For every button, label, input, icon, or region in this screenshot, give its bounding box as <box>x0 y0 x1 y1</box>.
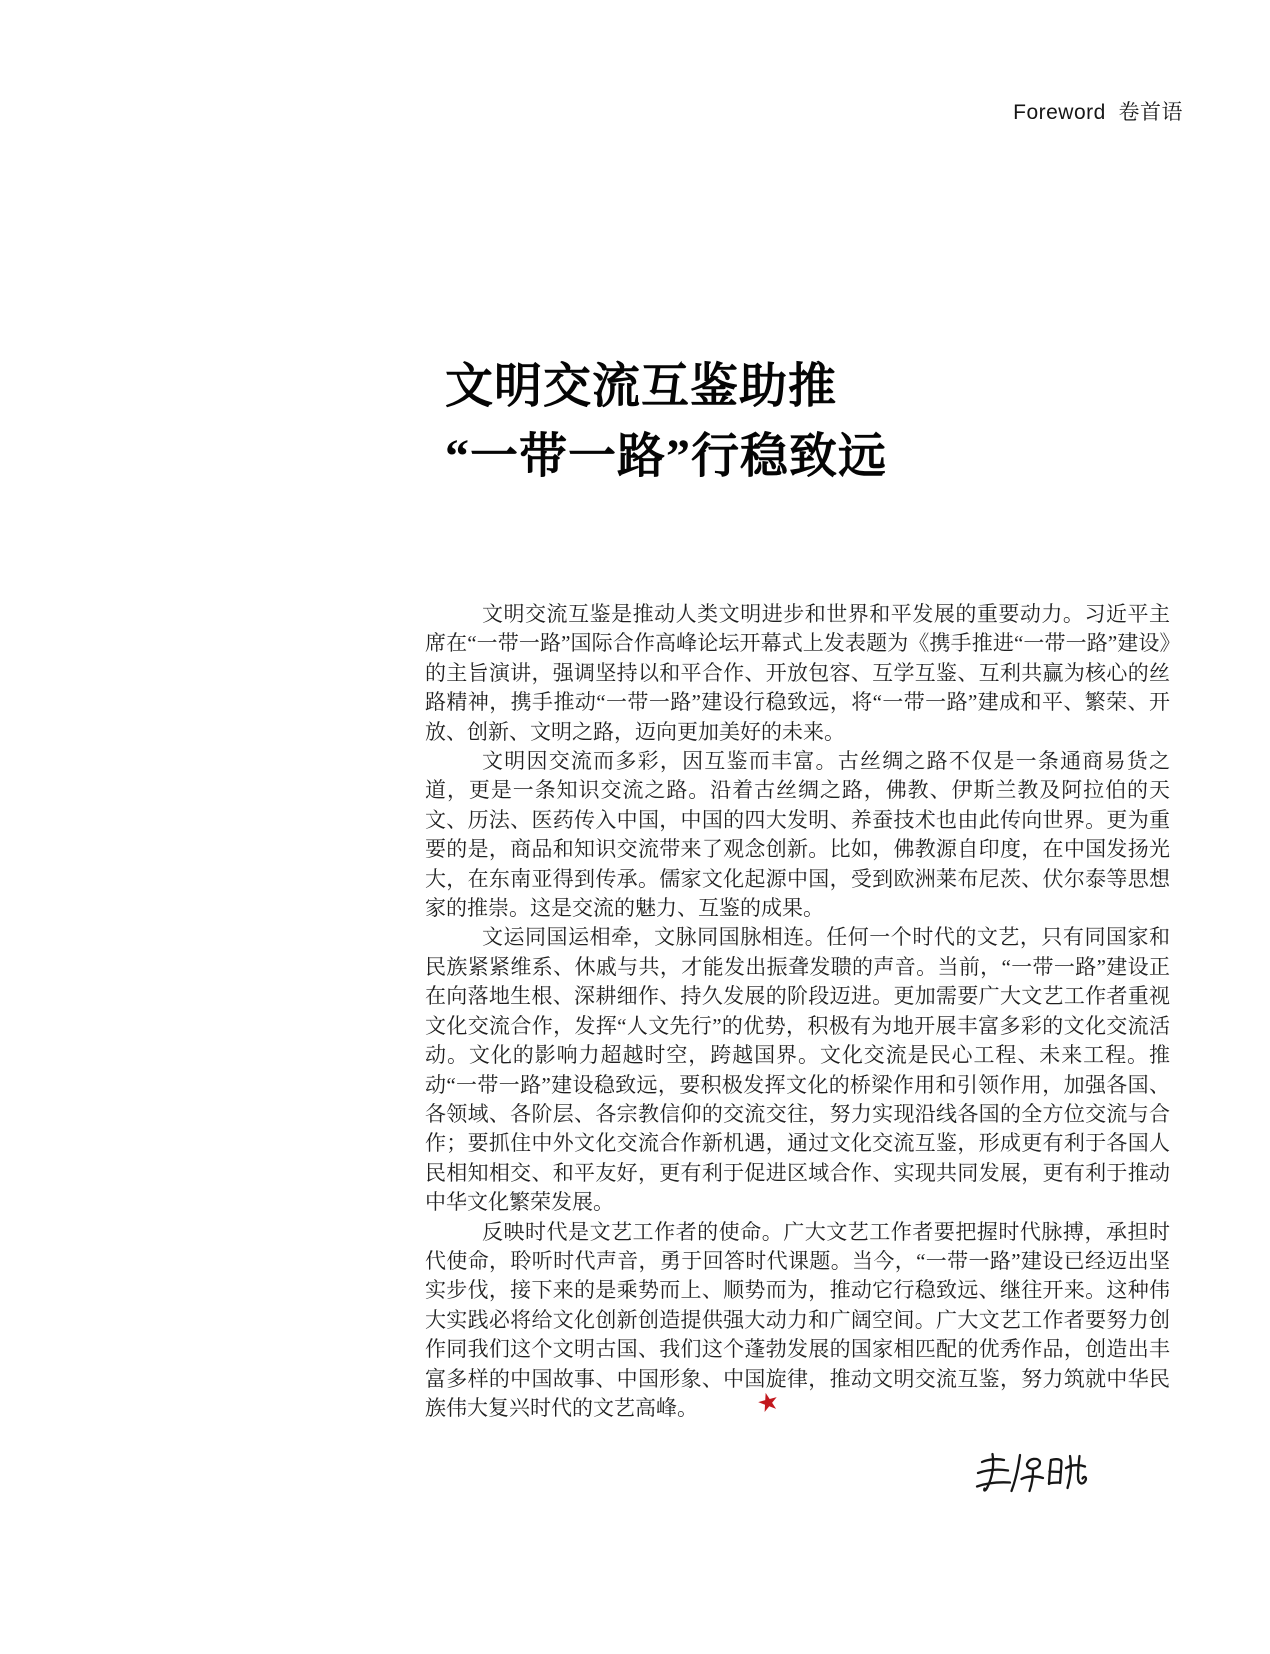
end-star-icon: ★ <box>753 1385 783 1420</box>
article-body <box>425 600 1170 1423</box>
title-line-2: “一带一路”行稳致远 <box>445 430 888 483</box>
header-label: Foreword 卷首语 <box>1013 101 1183 124</box>
article-title <box>445 352 887 492</box>
paragraph <box>425 1218 1170 1424</box>
paragraph-text: 反映时代是文艺工作者的使命。广大文艺工作者要把握时代脉搏，承担时代使命，聆听时代声音，勇于回答时代课题。当今，“一带一路”建设已经迈出坚实步伐，接下来的是乘势而上、顺势而为，推动它行稳致远、继往开来。这种伟大实践必将给文化创新创造提供强大动力和广阔空间。广大文艺工作者要努力创作同我们这个文明古国、我们这个蓬勃发展的国家相匹配的优秀作品，创造出丰富多样的中国故事、中国形象、中国旋律，推动文明交流互鉴，努力筑就中华民族伟大复兴时代的文艺高峰。 <box>425 1219 1170 1420</box>
paragraph: 文明因交流而多彩，因互鉴而丰富。古丝绸之路不仅是一条通商易货之道，更是一条知识交流之路。沿着古丝绸之路，佛教、伊斯兰教及阿拉伯的天文、历法、医药传入中国，中国的四大发明、养蚕技术也由此传向世界。更为重要的是，商品和知识交流带来了观念创新。比如，佛教源自印度，在中国发扬光大，在东南亚得到传承。儒家文化起源中国，受到欧洲莱布尼茨、伏尔泰等思想家的推崇。这是交流的魅力、互鉴的成果。 <box>425 749 1170 921</box>
signature-handwriting-icon <box>975 1448 1110 1506</box>
paragraph: 文运同国运相牵，文脉同国脉相连。任何一个时代的文艺，只有同国家和民族紧紧维系、休戚与共，才能发出振聋发聩的声音。当前，“一带一路”建设正在向落地生根、深耕细作、持久发展的阶段迈进。更加需要广大文艺工作者重视文化交流合作，发挥“人文先行”的优势，积极有为地开展丰富多彩的文化交流活动。文化的影响力超越时空，跨越国界。文化交流是民心工程、未来工程。推动“一带一路”建设稳致远，要积极发挥文化的桥梁作用和引领作用，加强各国、各领域、各阶层、各宗教信仰的交流交往，努力实现沿线各国的全方位交流与合作；要抓住中外文化交流合作新机遇，通过文化交流互鉴，形成更有利于各国人民相知相交、和平友好，更有利于促进区域合作、实现共同发展，更有利于推动中华文化繁荣发展。 <box>425 925 1170 1215</box>
author-signature <box>975 1448 1110 1506</box>
title-line-1: 文明交流互鉴助推 <box>445 360 838 413</box>
page-header <box>988 72 1183 150</box>
paragraph: 文明交流互鉴是推动人类文明进步和世界和平发展的重要动力。习近平主席在“一带一路”国际合作高峰论坛开幕式上发表题为《携手推进“一带一路”建设》的主旨演讲，强调坚持以和平合作、开放包容、互学互鉴、互利共赢为核心的丝路精神，携手推动“一带一路”建设行稳致远，将“一带一路”建成和平、繁荣、开放、创新、文明之路，迈向更加美好的未来。 <box>425 602 1170 744</box>
